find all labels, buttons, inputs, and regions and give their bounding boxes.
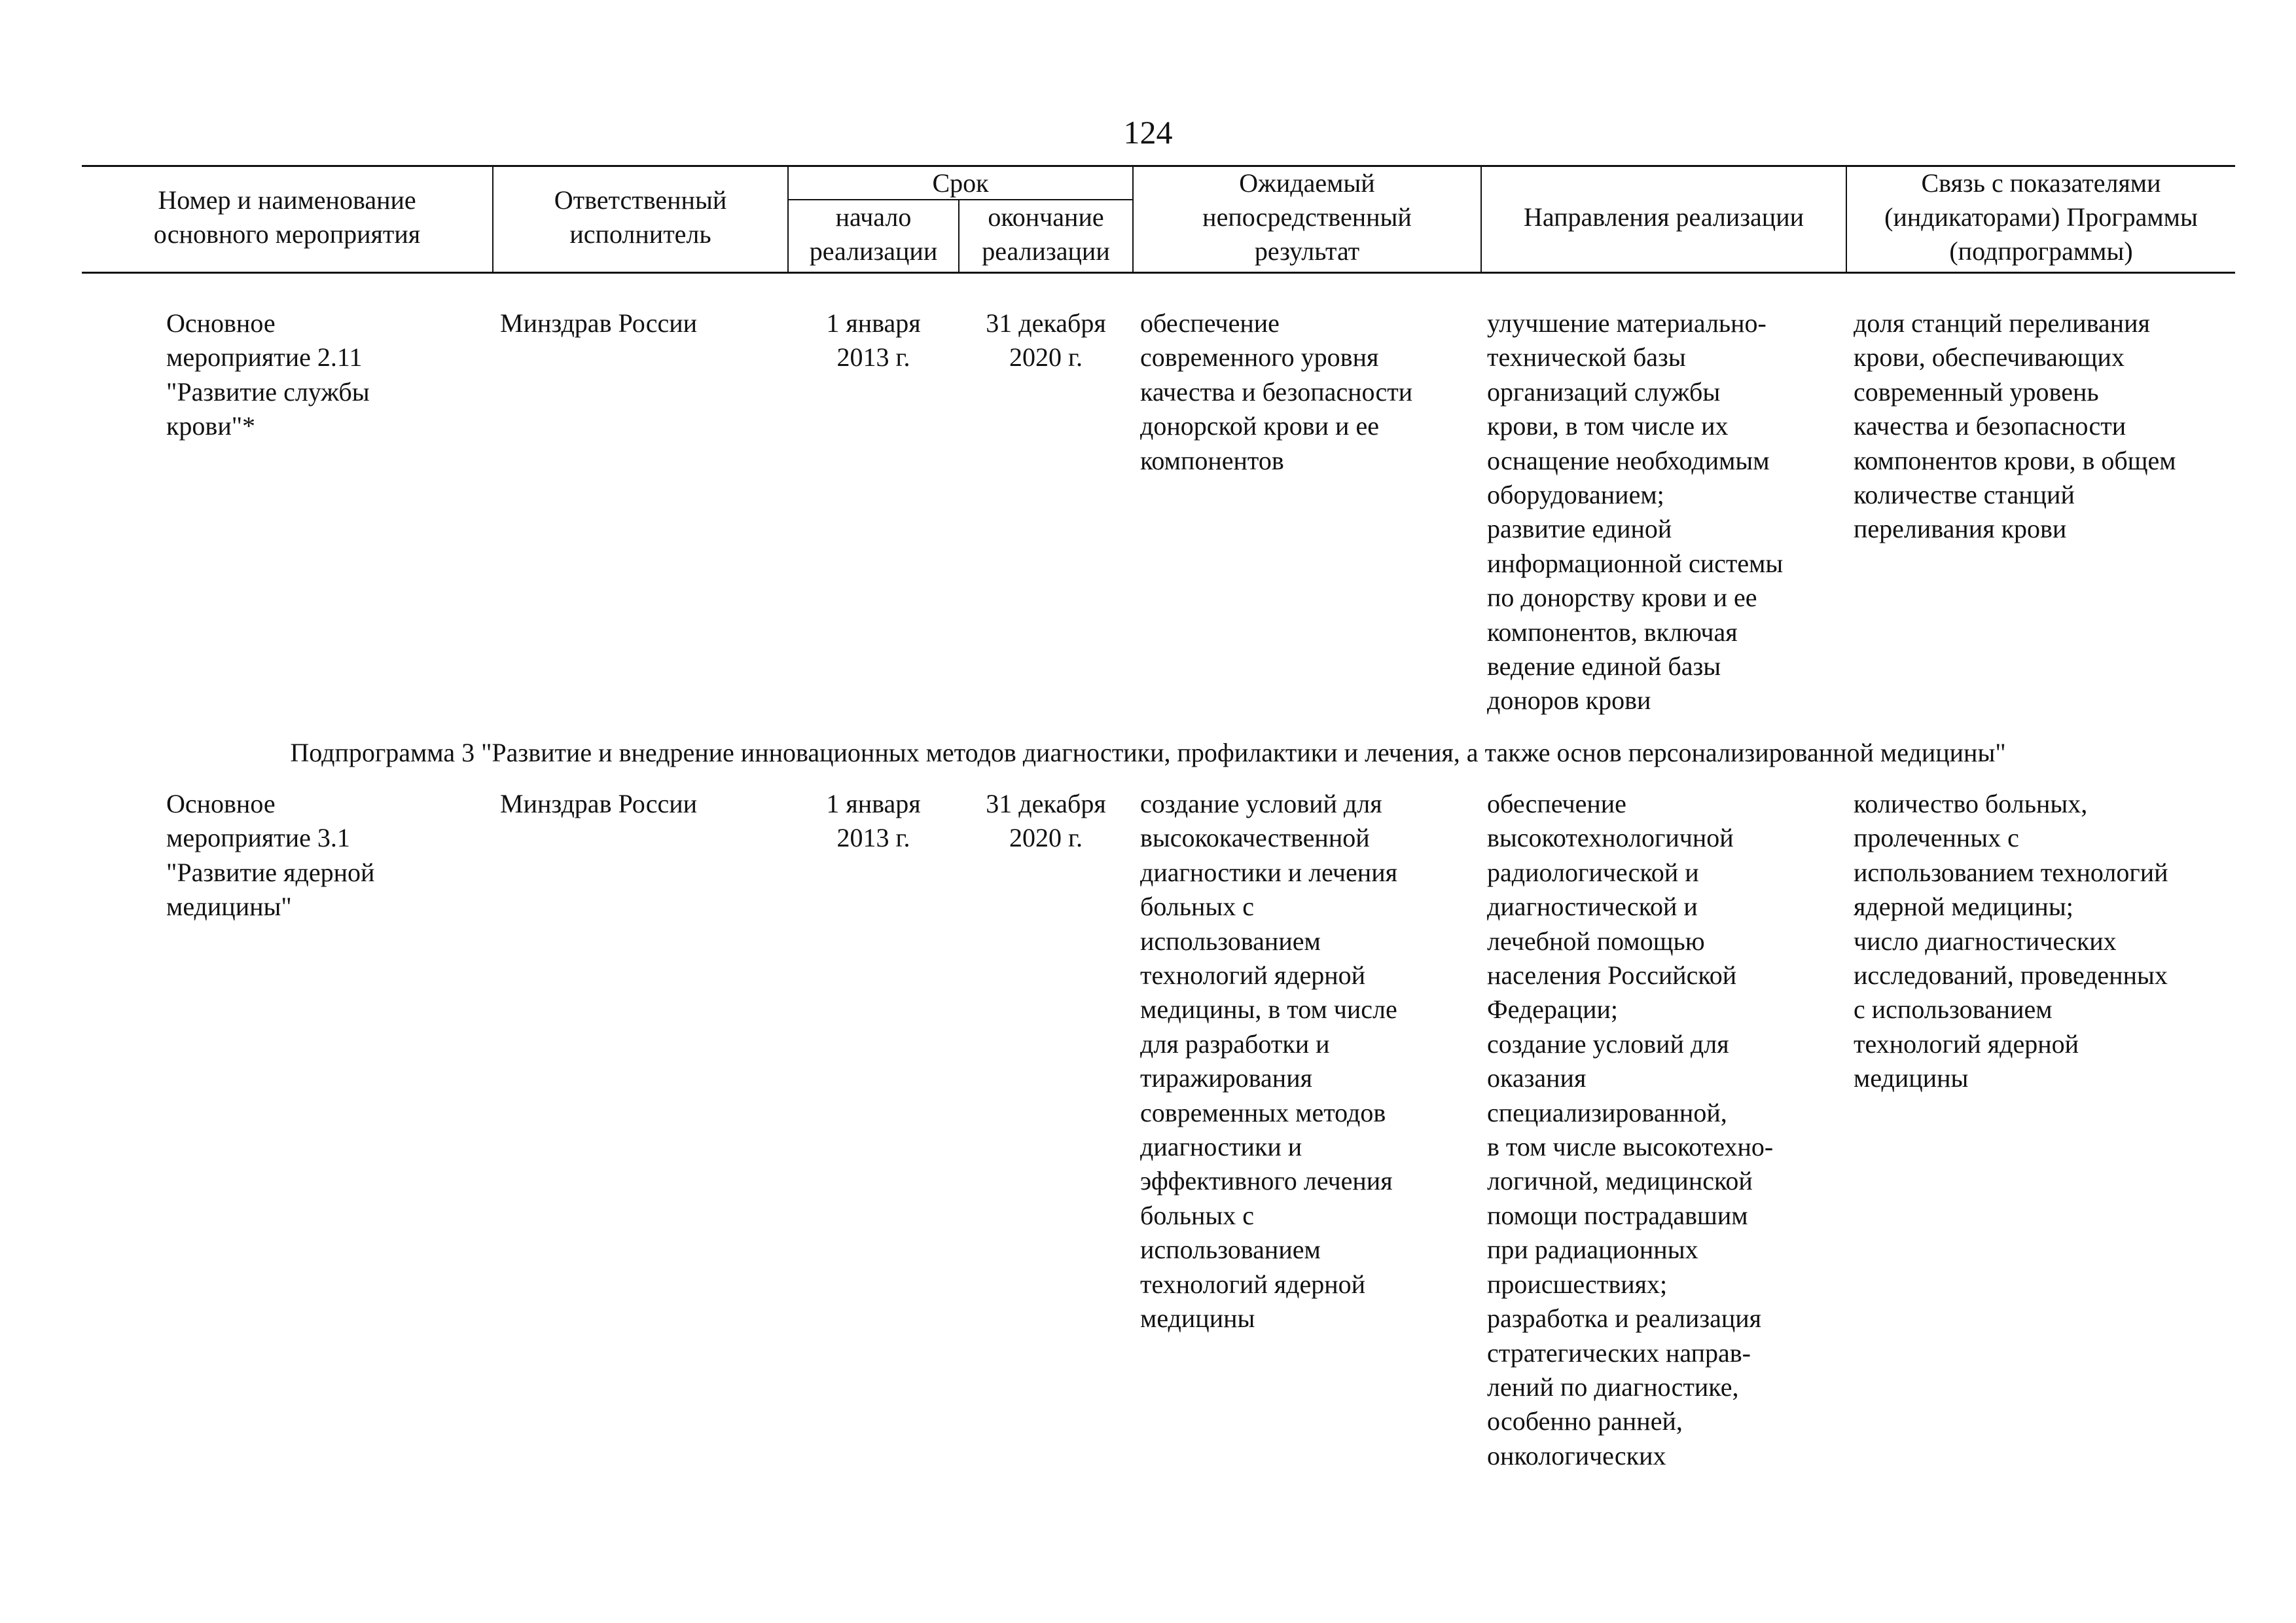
table-header-bottom-rule	[82, 272, 2235, 274]
header-expected-result: Ожидаемый непосредственный результат	[1202, 168, 1412, 266]
header-term: Срок	[932, 168, 989, 198]
row-2-11-directions: улучшение материально- технической базы организаций службы крови, в том числе их оснащение необходимым оборудованием; развитие единой информационной системы по донорству крови и ее компонентов, включая ведение единой базы доноров крови	[1487, 308, 1784, 716]
row-3-1-indicators: количество больных, пролеченных с использованием технологий ядерной медицины; число диагностических исследований, проведенных с использованием технологий ядерной медицины	[1854, 789, 2168, 1093]
subprogram-title: Подпрограмма 3 "Развитие и внедрение инновационных методов диагностики, профилактики и лечения, а также основ персонализированной медицины"	[290, 738, 2006, 767]
header-end: окончание реализации	[982, 202, 1110, 266]
row-3-1-end-date: 31 декабря 2020 г.	[986, 789, 1106, 853]
header-main-event: Номер и наименование основного мероприятия	[153, 185, 421, 249]
row-2-11-end-date: 31 декабря 2020 г.	[986, 308, 1106, 373]
header-start: начало реализации	[809, 202, 938, 266]
row-3-1-directions: обеспечение высокотехнологичной радиологической и диагностической и лечебной помощью населения Российской Федерации; создание условий для оказания специализированной, в том числе высокотехно- логичной, медицинской помощи пострадавшим при радиационных происшествиях; разработка и реализация стратегических направ- лений по диагностике, особенно ранней, онкологических	[1487, 789, 1774, 1470]
row-2-11-event-name: Основное мероприятие 2.11 "Развитие службы крови"*	[166, 308, 370, 441]
row-2-11-executor: Минздрав России	[500, 308, 698, 338]
header-indicators: Связь с показателями (индикаторами) Программы (подпрограммы)	[1884, 168, 2198, 266]
row-3-1-expected-result: создание условий для высококачественной диагностики и лечения больных с использованием технологий ядерной медицины, в том числе для разработки и тиражирования современных методов диагностики и эффективного лечения больных с использованием технологий ядерной медицины	[1140, 789, 1398, 1334]
header-directions: Направления реализации	[1523, 202, 1804, 232]
row-2-11-expected-result: обеспечение современного уровня качества и безопасности донорской крови и ее компонентов	[1140, 308, 1413, 475]
row-2-11-indicators: доля станций переливания крови, обеспечивающих современный уровень качества и безопасности компонентов крови, в общем количестве станций переливания крови	[1854, 308, 2176, 544]
row-3-1-start-date: 1 января 2013 г.	[826, 789, 921, 853]
row-3-1-executor: Минздрав России	[500, 789, 698, 818]
header-executor: Ответственный исполнитель	[554, 185, 727, 249]
row-3-1-event-name: Основное мероприятие 3.1 "Развитие ядерной медицины"	[166, 789, 375, 922]
page-number: 124	[1123, 114, 1173, 151]
row-2-11-start-date: 1 января 2013 г.	[826, 308, 921, 373]
